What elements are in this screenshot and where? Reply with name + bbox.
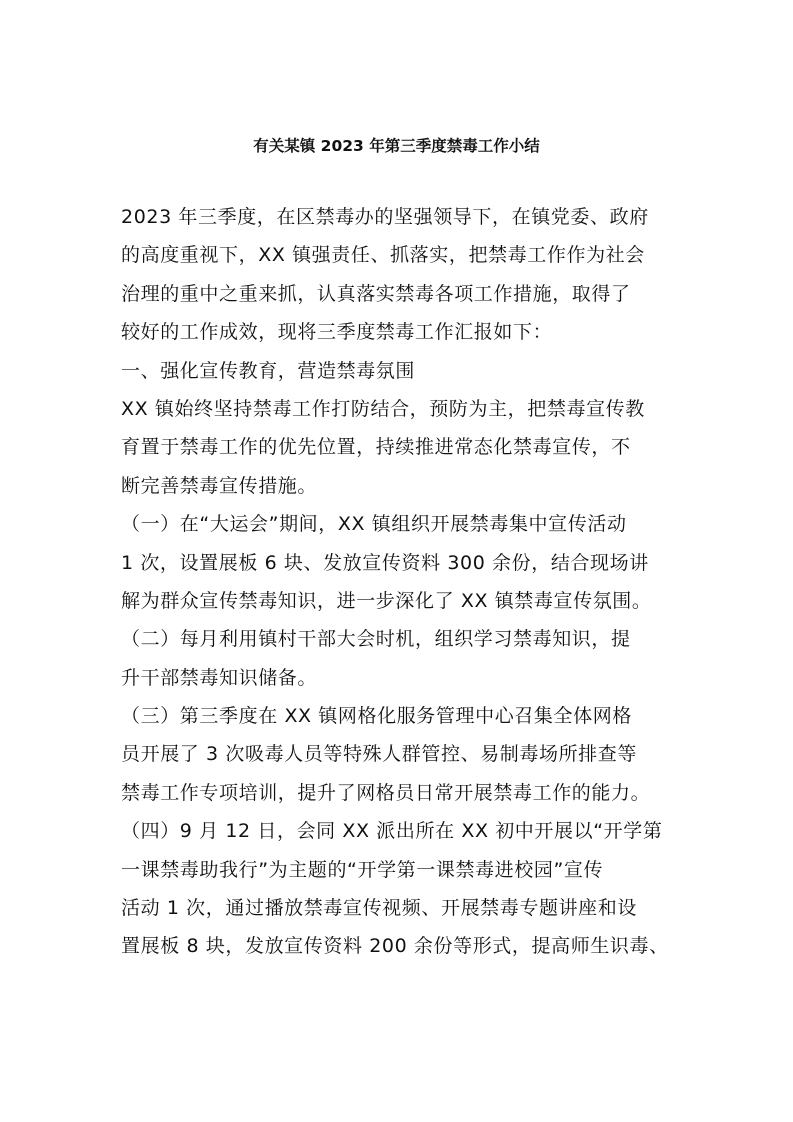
list-item-line: 一课禁毒助我行”为主题的“开学第一课禁毒进校园”宣传 — [121, 858, 604, 881]
paragraph-line: 2023 年三季度，在区禁毒办的坚强领导下，在镇党委、政府 — [121, 206, 649, 228]
paragraph-line: XX 镇始终坚持禁毒工作打防结合，预防为主，把禁毒宣传教 — [121, 397, 645, 420]
list-item-line: 1 次，设置展板 6 块、发放宣传资料 300 余份，结合现场讲 — [121, 551, 649, 574]
document-body — [121, 198, 681, 966]
paragraph-line: 育置于禁毒工作的优先位置，持续推进常态化禁毒宣传，不 — [121, 436, 631, 459]
list-item-line: 活动 1 次，通过播放禁毒宣传视频、开展禁毒专题讲座和设 — [121, 897, 637, 920]
paragraph-line: 的高度重视下，XX 镇强责任、抓落实，把禁毒工作作为社会 — [121, 244, 645, 267]
list-item-line: （三）第三季度在 XX 镇网格化服务管理中心召集全体网格 — [121, 705, 632, 728]
list-item-line: （二）每月利用镇村干部大会时机，组织学习禁毒知识，提 — [121, 628, 631, 651]
list-item-line: 置展板 8 块，发放宣传资料 200 余份等形式，提高师生识毒、 — [121, 935, 669, 958]
paragraph-line: 断完善禁毒宣传措施。 — [121, 474, 318, 497]
list-item-line: 禁毒工作专项培训，提升了网格员日常开展禁毒工作的能力。 — [121, 781, 651, 804]
list-item-line: 解为群众宣传禁毒知识，进一步深化了 XX 镇禁毒宣传氛围。 — [121, 589, 652, 612]
section-heading: 一、强化宣传教育，营造禁毒氛围 — [121, 359, 416, 382]
list-item-line: 升干部禁毒知识储备。 — [121, 666, 318, 689]
paragraph-line: 治理的重中之重来抓，认真落实禁毒各项工作措施，取得了 — [121, 282, 631, 305]
list-item-line: （一）在“大运会”期间，XX 镇组织开展禁毒集中宣传活动 — [121, 513, 627, 536]
paragraph-line: 较好的工作成效，现将三季度禁毒工作汇报如下： — [121, 321, 553, 344]
list-item-line: （四）9 月 12 日，会同 XX 派出所在 XX 初中开展以“开学第 — [121, 820, 663, 843]
document-title: 有关某镇 2023 年第三季度禁毒工作小结 — [253, 137, 540, 155]
list-item-line: 员开展了 3 次吸毒人员等特殊人群管控、易制毒场所排查等 — [121, 743, 637, 766]
